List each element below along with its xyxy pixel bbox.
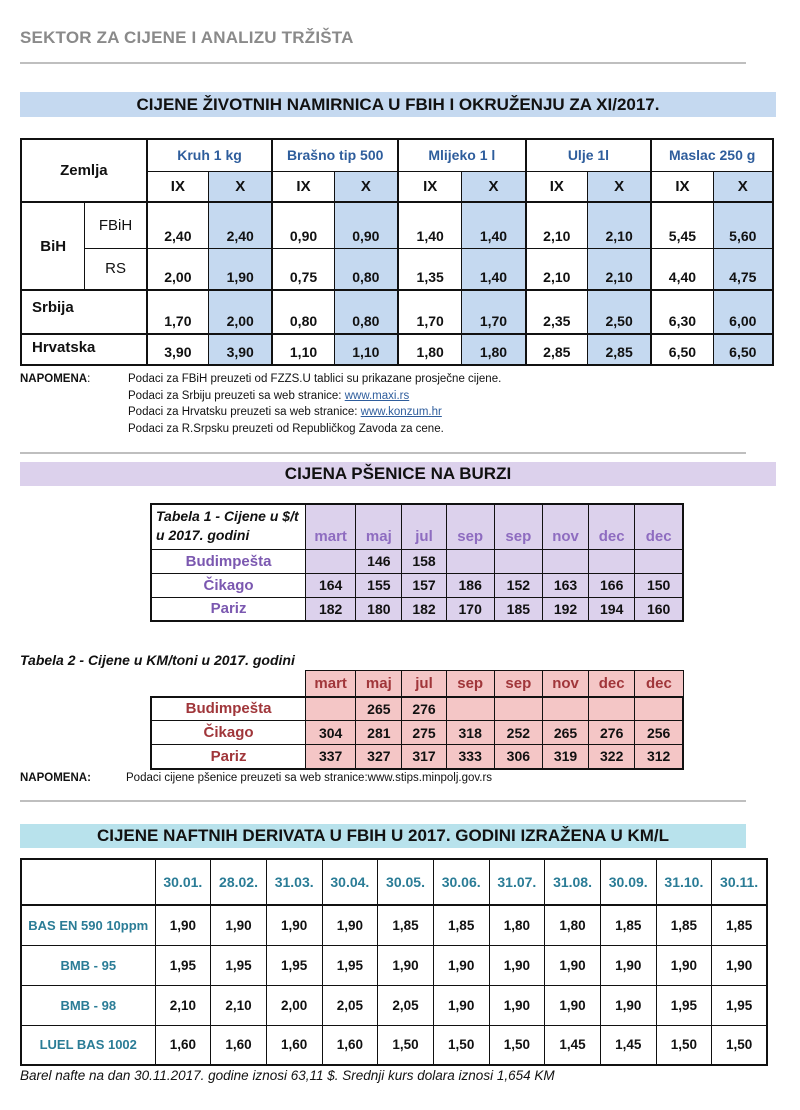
country-header: Zemlja [21,139,147,202]
price-cell: 1,10 [334,334,398,365]
period-header: X [462,171,526,202]
price-cell [542,549,588,573]
price-cell: 1,90 [211,905,267,945]
price-cell: 2,10 [155,985,211,1025]
table-caption: Tabela 1 - Cijene u $/t u 2017. godini [151,504,306,549]
food-note-label: NAPOMENA: [20,373,91,385]
price-cell: 1,45 [545,1025,601,1065]
price-cell: 0,80 [272,290,334,334]
footer-note: Barel nafte na dan 30.11.2017. godine iznosi 63,11 $. Srednji kurs dolara iznosi 1,654 KM [20,1068,555,1083]
fuel-type-label: BMB - 95 [21,945,155,985]
date-header: 30.05. [378,859,434,905]
date-header: 31.07. [489,859,545,905]
price-cell: 2,40 [147,202,209,248]
price-cell: 155 [356,573,402,597]
price-cell: 1,90 [545,985,601,1025]
period-header: X [334,171,398,202]
price-cell: 3,90 [147,334,209,365]
price-cell: 322 [589,745,635,769]
country-label: Hrvatska [21,334,147,365]
month-header: sep [446,504,494,549]
wheat-table-usd [150,503,684,622]
price-cell: 2,10 [211,985,267,1025]
price-cell: 1,40 [398,202,462,248]
price-cell [446,549,494,573]
fuel-type-label: LUEL BAS 1002 [21,1025,155,1065]
wheat-section-title: CIJENA PŠENICE NA BURZI [20,462,776,486]
price-cell: 6,00 [713,290,773,334]
price-cell: 1,95 [266,945,322,985]
price-cell: 2,05 [378,985,434,1025]
month-header: dec [635,504,683,549]
price-cell: 312 [635,745,683,769]
price-cell: 318 [446,721,494,745]
price-cell: 275 [402,721,446,745]
price-cell: 4,40 [651,248,713,290]
price-cell: 0,80 [334,290,398,334]
price-cell: 163 [542,573,588,597]
market-label: Čikago [151,721,306,745]
price-cell: 150 [635,573,683,597]
price-cell: 1,90 [545,945,601,985]
table-caption: Tabela 2 - Cijene u KM/toni u 2017. godini [20,652,295,668]
price-cell: 1,85 [433,905,489,945]
month-header: sep [494,671,542,697]
price-cell: 256 [635,721,683,745]
price-cell: 1,90 [712,945,767,985]
fuel-price-table [20,858,768,1066]
fuel-section-title: CIJENE NAFTNIH DERIVATA U FBIH U 2017. GODINI IZRAŽENA U KM/L [20,824,746,848]
price-cell: 2,00 [147,248,209,290]
date-header: 30.11. [712,859,767,905]
price-cell [494,549,542,573]
food-note-line: Podaci za R.Srpsku preuzeti od Republičkog Zavoda za cene. [128,423,444,435]
price-cell: 319 [542,745,588,769]
price-cell: 1,85 [656,905,712,945]
price-cell: 2,00 [209,290,273,334]
price-cell: 1,95 [211,945,267,985]
price-cell: 182 [402,597,446,621]
bih-label: BiH [21,202,85,290]
price-cell [635,697,683,721]
price-cell: 2,00 [266,985,322,1025]
fuel-type-label: BAS EN 590 10ppm [21,905,155,945]
price-cell [589,549,635,573]
price-cell [446,697,494,721]
month-header: maj [356,671,402,697]
price-cell: 1,60 [266,1025,322,1065]
price-cell: 185 [494,597,542,621]
price-cell: 1,40 [462,202,526,248]
market-label: Budimpešta [151,549,306,573]
price-cell: 6,50 [713,334,773,365]
period-header: X [209,171,273,202]
price-cell: 4,75 [713,248,773,290]
price-cell: 1,35 [398,248,462,290]
period-header: X [713,171,773,202]
price-cell: 1,90 [600,985,656,1025]
price-cell: 2,85 [587,334,651,365]
price-cell: 1,80 [489,905,545,945]
date-header: 30.04. [322,859,378,905]
price-cell: 2,35 [526,290,588,334]
price-cell: 1,45 [600,1025,656,1065]
price-cell: 333 [446,745,494,769]
price-cell: 1,95 [656,985,712,1025]
month-header: maj [356,504,402,549]
price-cell: 1,95 [322,945,378,985]
price-cell: 1,90 [155,905,211,945]
price-cell: 2,05 [322,985,378,1025]
price-cell [635,549,683,573]
price-cell: 252 [494,721,542,745]
price-cell [589,697,635,721]
food-section-title: CIJENE ŽIVOTNIH NAMIRNICA U FBIH I OKRUŽENJU ZA XI/2017. [20,92,776,117]
price-cell: 2,50 [587,290,651,334]
market-label: Pariz [151,597,306,621]
price-cell: 1,85 [712,905,767,945]
price-cell: 265 [542,721,588,745]
food-price-table [20,138,774,366]
price-cell: 1,90 [489,985,545,1025]
price-cell: 337 [306,745,356,769]
price-cell: 1,90 [489,945,545,985]
price-cell: 1,80 [545,905,601,945]
region-label: RS [85,248,147,290]
month-header: sep [494,504,542,549]
blank-cell [151,671,306,697]
price-cell: 281 [356,721,402,745]
date-header: 31.10. [656,859,712,905]
price-cell: 265 [356,697,402,721]
date-header: 28.02. [211,859,267,905]
price-cell: 158 [402,549,446,573]
source-link[interactable]: www.konzum.hr [360,406,442,418]
price-cell: 1,80 [462,334,526,365]
price-cell: 1,70 [398,290,462,334]
price-cell: 5,45 [651,202,713,248]
price-cell: 1,70 [462,290,526,334]
month-header: dec [589,504,635,549]
price-cell: 1,95 [712,985,767,1025]
price-cell: 1,50 [378,1025,434,1065]
market-label: Budimpešta [151,697,306,721]
price-cell: 164 [306,573,356,597]
month-header: jul [402,671,446,697]
price-cell: 5,60 [713,202,773,248]
price-cell: 1,50 [656,1025,712,1065]
divider [20,62,746,64]
price-cell [306,697,356,721]
price-cell: 327 [356,745,402,769]
source-link[interactable]: www.maxi.rs [344,390,410,402]
price-cell: 1,90 [433,945,489,985]
price-cell: 2,40 [209,202,273,248]
price-cell: 1,40 [462,248,526,290]
period-header: IX [272,171,334,202]
price-cell: 1,95 [155,945,211,985]
date-header: 30.09. [600,859,656,905]
country-label: Srbija [21,290,147,334]
divider [20,452,746,454]
price-cell: 6,30 [651,290,713,334]
price-cell: 276 [402,697,446,721]
month-header: dec [635,671,683,697]
period-header: IX [398,171,462,202]
month-header: jul [402,504,446,549]
price-cell: 2,85 [526,334,588,365]
price-cell: 182 [306,597,356,621]
price-cell: 3,90 [209,334,273,365]
price-cell: 2,10 [587,202,651,248]
price-cell: 192 [542,597,588,621]
price-cell [494,697,542,721]
price-cell: 6,50 [651,334,713,365]
price-cell: 1,70 [147,290,209,334]
price-cell: 0,90 [272,202,334,248]
price-cell: 1,90 [209,248,273,290]
price-cell: 1,90 [322,905,378,945]
price-cell: 1,60 [322,1025,378,1065]
price-cell: 146 [356,549,402,573]
price-cell: 152 [494,573,542,597]
month-header: mart [306,504,356,549]
wheat-note-label: NAPOMENA: [20,772,91,784]
price-cell: 0,90 [334,202,398,248]
date-header: 30.06. [433,859,489,905]
wheat-table-km [150,670,684,770]
price-cell: 1,50 [433,1025,489,1065]
month-header: mart [306,671,356,697]
price-cell: 306 [494,745,542,769]
period-header: IX [526,171,588,202]
price-cell: 1,90 [266,905,322,945]
price-cell: 0,75 [272,248,334,290]
price-cell: 1,85 [600,905,656,945]
price-cell: 1,50 [712,1025,767,1065]
period-header: IX [651,171,713,202]
price-cell: 1,60 [155,1025,211,1065]
divider [20,800,746,802]
price-cell [306,549,356,573]
month-header: nov [542,504,588,549]
price-cell: 157 [402,573,446,597]
period-header: X [587,171,651,202]
food-note-line: Podaci za Hrvatsku preuzeti sa web stranice: www.konzum.hr [128,406,442,418]
price-cell: 1,85 [378,905,434,945]
food-note-line: Podaci za Srbiju preuzeti sa web stranice: www.maxi.rs [128,390,410,402]
page-header-title: SEKTOR ZA CIJENE I ANALIZU TRŽIŠTA [20,28,354,47]
period-header: IX [147,171,209,202]
price-cell: 1,80 [398,334,462,365]
price-cell: 1,90 [656,945,712,985]
price-cell: 2,10 [587,248,651,290]
fuel-type-label: BMB - 98 [21,985,155,1025]
date-header: 31.08. [545,859,601,905]
wheat-note-text: Podaci cijene pšenice preuzeti sa web stranice:www.stips.minpolj.gov.rs [126,772,493,784]
date-header: 30.01. [155,859,211,905]
product-header: Brašno tip 500 [272,139,398,171]
product-header: Maslac 250 g [651,139,773,171]
price-cell: 1,90 [433,985,489,1025]
price-cell: 304 [306,721,356,745]
price-cell: 1,90 [378,945,434,985]
price-cell: 317 [402,745,446,769]
price-cell: 276 [589,721,635,745]
price-cell: 160 [635,597,683,621]
price-cell: 1,60 [211,1025,267,1065]
price-cell [542,697,588,721]
food-note-line: Podaci za FBiH preuzeti od FZZS.U tablici su prikazane prosječne cijene. [128,373,502,385]
product-header: Ulje 1l [526,139,652,171]
price-cell: 2,10 [526,248,588,290]
month-header: dec [589,671,635,697]
price-cell: 1,50 [489,1025,545,1065]
blank-cell [21,859,155,905]
market-label: Pariz [151,745,306,769]
price-cell: 170 [446,597,494,621]
price-cell: 186 [446,573,494,597]
price-cell: 166 [589,573,635,597]
region-label: FBiH [85,202,147,248]
price-cell: 1,10 [272,334,334,365]
market-label: Čikago [151,573,306,597]
month-header: sep [446,671,494,697]
price-cell: 2,10 [526,202,588,248]
price-cell: 194 [589,597,635,621]
price-cell: 1,90 [600,945,656,985]
price-cell: 180 [356,597,402,621]
price-cell: 0,80 [334,248,398,290]
product-header: Mlijeko 1 l [398,139,526,171]
date-header: 31.03. [266,859,322,905]
month-header: nov [542,671,588,697]
product-header: Kruh 1 kg [147,139,273,171]
